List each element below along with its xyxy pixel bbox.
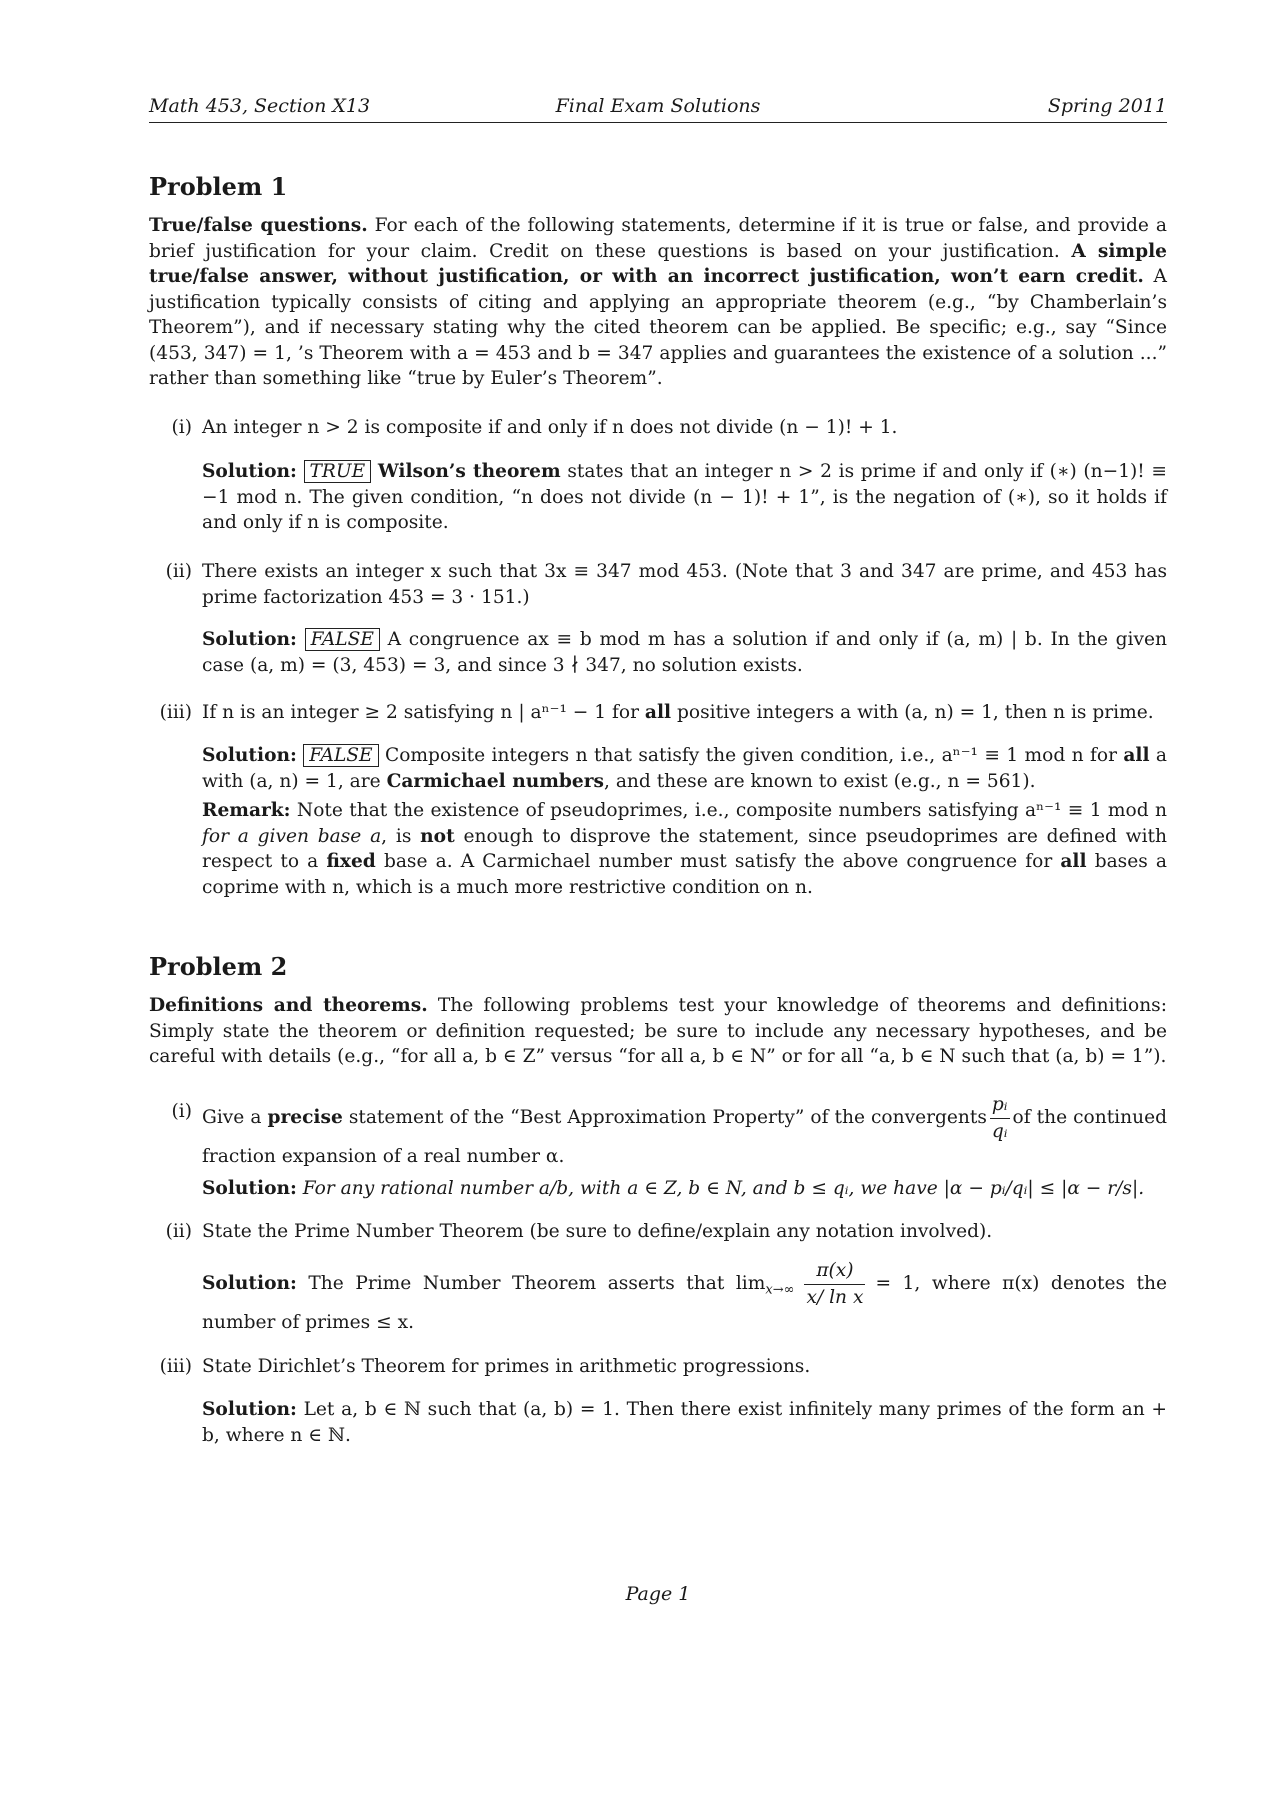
- p1-remark-iii: [202, 798, 1167, 900]
- fraction-denominator: x/ ln x: [806, 1286, 864, 1308]
- statement-part: Give a: [202, 1107, 268, 1128]
- problem-2-title: Problem 2: [149, 952, 288, 981]
- solution-text: The Prime Number Theorem asserts that lim: [296, 1273, 766, 1294]
- fraction-numerator: pᵢ: [990, 1092, 1010, 1119]
- carmichael-term: Carmichael numbers: [386, 770, 605, 792]
- item-label: (iii): [159, 702, 192, 723]
- statement-part: If n is an integer ≥ 2 satisfying n | aⁿ⁻¹ − 1 for: [202, 702, 645, 723]
- item-label: (iii): [159, 1356, 192, 1377]
- solution-text: Let a, b ∈ ℕ such that (a, b) = 1. Then there exist infinitely many primes of the form an + b, where n ∈ ℕ.: [202, 1399, 1167, 1446]
- p2-solution-ii: [202, 1258, 1167, 1336]
- remark-text: Note that the existence of pseudoprimes, i.e., composite numbers satisfying aⁿ⁻¹ ≡ 1 mod n: [290, 800, 1167, 821]
- solution-label: Solution:: [202, 745, 297, 766]
- p2-solution-iii: [202, 1397, 1167, 1448]
- item-statement: There exists an integer x such that 3x ≡ 347 mod 453. (Note that 3 and 347 are prime, and 453 has prime factorization 453 = 3 · 151.): [202, 561, 1167, 608]
- remark-text: bases a coprime with n, which is a much more restrictive condition on n.: [202, 851, 1167, 898]
- solution-emphasis: all: [1123, 745, 1150, 766]
- p1-solution-iii: [202, 743, 1167, 794]
- intro-rest: A justification typically consists of citing and applying an appropriate theorem (e.g., “by Chamberlain’s Theorem”), and if necessary stating why the cited theorem can be applied. Be specific; e.g., say “Since (453, 347) = 1, ’s Theorem with a = 453 and b = 347 applies and guarantees the existence of a solution ...” rather than something like “true by Euler’s Theorem”.: [149, 266, 1167, 389]
- fraction-denominator: qᵢ: [991, 1120, 1008, 1142]
- solution-label: Solution:: [202, 1399, 297, 1420]
- pnt-fraction: [804, 1258, 865, 1310]
- remark-label: Remark:: [202, 800, 291, 821]
- intro-text: The following problems test your knowledge of theorems and definitions: Simply state the theorem or definition requested; be sure to include any necessary hypotheses, and be careful with details (e.g., “for all a, b ∈ Z” versus “for all a, b ∈ N” or for all “a, b ∈ N such that (a, b) = 1”).: [149, 995, 1167, 1067]
- solution-text: a with (a, n) = 1, are: [202, 745, 1167, 792]
- p2-solution-i: [202, 1176, 1167, 1202]
- solution-text: , and these are known to exist (e.g., n = 561).: [604, 770, 1036, 792]
- item-label: (i): [171, 1101, 192, 1122]
- item-label: (i): [171, 417, 192, 438]
- solution-text: For any rational number a/b, with a ∈ Z, b ∈ N, and b ≤ qᵢ, we have |α − pᵢ/qᵢ| ≤ |α − r/s|.: [296, 1178, 1145, 1199]
- answer-box: FALSE: [305, 628, 380, 651]
- problem-2-intro: [149, 993, 1167, 1070]
- limit-subscript: x→∞: [765, 1282, 795, 1298]
- remark-emphasis: all: [1060, 851, 1087, 872]
- item-statement: State Dirichlet’s Theorem for primes in arithmetic progressions.: [202, 1356, 811, 1377]
- convergent-fraction: [990, 1092, 1010, 1144]
- remark-text: enough to disprove the statement, since pseudoprimes are defined with respect to a: [202, 825, 1167, 872]
- answer-box: FALSE: [303, 744, 378, 767]
- item-statement: An integer n > 2 is composite if and only if n does not divide (n − 1)! + 1.: [202, 417, 898, 438]
- remark-emphasis: not: [420, 825, 455, 847]
- answer-box: TRUE: [304, 460, 372, 483]
- remark-text: base a. A Carmichael number must satisfy the above congruence for: [375, 851, 1061, 872]
- item-statement: [202, 1092, 1167, 1170]
- statement-part: of the continued fraction expansion of a real number α.: [202, 1107, 1167, 1167]
- statement-emphasis: precise: [267, 1107, 343, 1128]
- exam-page: [149, 0, 1167, 1811]
- intro-text: For each of the following statements, determine if it is true or false, and provide a brief justification for your claim. Credit on these questions is based on your justification.: [149, 215, 1167, 262]
- item-label: (ii): [165, 561, 192, 582]
- theorem-name: Wilson’s theorem: [377, 461, 561, 482]
- p1-solution-ii: [202, 627, 1167, 678]
- intro-heading: True/false questions.: [149, 215, 368, 236]
- solution-label: Solution:: [202, 1178, 297, 1199]
- statement-part: positive integers a with (a, n) = 1, then n is prime.: [671, 702, 1154, 723]
- solution-text: = 1, where π(x) denotes the number of primes ≤ x.: [202, 1273, 1168, 1333]
- fraction-numerator: π(x): [804, 1258, 865, 1285]
- intro-heading: Definitions and theorems.: [149, 995, 428, 1016]
- item-label: (ii): [165, 1221, 192, 1242]
- header-term: Spring 2011: [1047, 95, 1167, 117]
- header-course: Math 453, Section X13: [149, 95, 371, 117]
- page-number: Page 1: [625, 1583, 691, 1605]
- remark-emphasis: fixed: [326, 851, 376, 872]
- running-header: [149, 92, 1167, 123]
- problem-1-intro: [149, 213, 1167, 392]
- solution-text: A congruence ax ≡ b mod m has a solution if and only if (a, m) | b. In the given case (a, m) = (3, 453) = 3, and since 3 ∤ 347, no solution exists.: [202, 629, 1167, 676]
- remark-italic: for a given base a: [202, 825, 382, 847]
- solution-label: Solution:: [202, 629, 297, 650]
- p1-solution-i: [202, 459, 1167, 536]
- problem-1-title: Problem 1: [149, 172, 288, 201]
- statement-emphasis: all: [644, 702, 672, 723]
- header-title: Final Exam Solutions: [555, 95, 761, 117]
- remark-text: , is: [381, 825, 421, 847]
- item-statement: [202, 700, 1167, 726]
- statement-part: statement of the “Best Approximation Property” of the convergents: [342, 1107, 987, 1128]
- solution-text: Composite integers n that satisfy the given condition, i.e., aⁿ⁻¹ ≡ 1 mod n for: [378, 745, 1124, 766]
- solution-text: states that an integer n > 2 is prime if and only if (∗) (n−1)! ≡ −1 mod n. The given condition, “n does not divide (n − 1)! + 1”, is the negation of (∗), so it holds if and only if n is composite.: [202, 461, 1167, 533]
- item-statement: State the Prime Number Theorem (be sure to define/explain any notation involved).: [202, 1221, 993, 1242]
- intro-warning: A simple true/false answer, without justification, or with an incorrect justification, won’t earn credit.: [149, 240, 1167, 287]
- solution-label: Solution:: [202, 1273, 297, 1294]
- solution-label: Solution:: [202, 461, 297, 482]
